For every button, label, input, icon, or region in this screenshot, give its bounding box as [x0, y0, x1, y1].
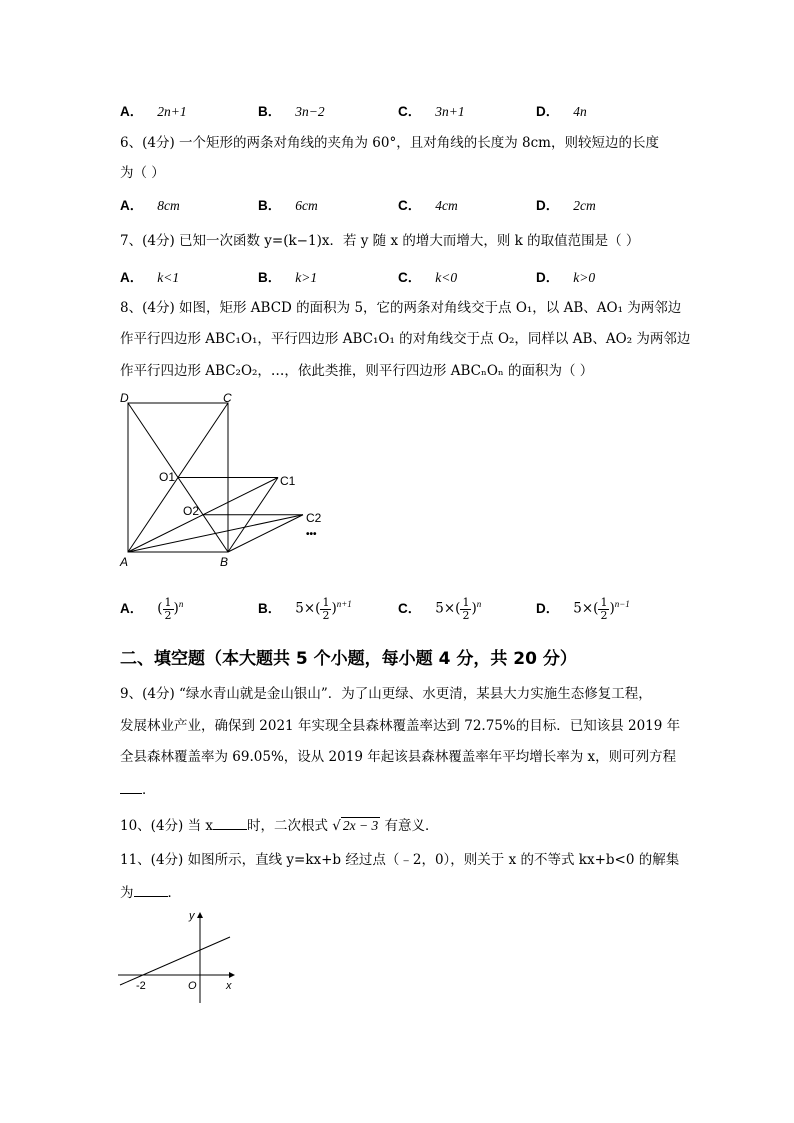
label-o2: O2 [183, 504, 200, 518]
q6-text-line1: 6、(4分) 一个矩形的两条对角线的夹角为 60°，且对角线的长度为 8cm，则较短边的长度 [120, 135, 659, 151]
q8-text-line1: 8、(4分) 如图，矩形 ABCD 的面积为 5，它的两条对角线交于点 O₁，以 AB、AO₁ 为两邻边 [120, 300, 682, 316]
x-axis-label: x [226, 980, 232, 992]
q9-answer-line: ． [120, 779, 156, 800]
q5-option-d[interactable]: D． 4n [536, 104, 587, 119]
q11-text-line1: 11、(4分) 如图所示，直线 y=kx+b 经过点（﹣2，0），则关于 x 的不等式 kx+b<0 的解集 [120, 852, 680, 868]
origin-label: O [188, 980, 197, 992]
q7-option-a[interactable]: A． k<1 [120, 270, 180, 285]
q11-text-line2: 为 ． [120, 882, 181, 903]
y-axis-label: y [189, 910, 195, 922]
section-title: 二、填空题（本大题共 5 个小题，每小题 4 分，共 20 分） [120, 649, 577, 669]
q9-answer-blank[interactable] [120, 779, 142, 794]
q6-text-line2: 为（ ） [120, 165, 165, 181]
label-dots: ••• [306, 529, 317, 540]
q5-option-a[interactable]: A． 2n+1 [120, 104, 187, 119]
fraction: $\frac{1}{2}$ [164, 595, 172, 622]
q9-text-line1: 9、(4分) “绿水青山就是金山银山”．为了山更绿、水更清，某县大力实施生态修复工程， [120, 686, 652, 702]
label-o1: O1 [159, 470, 176, 484]
label-a: A [120, 555, 129, 569]
q8-parallelogram-figure [110, 385, 330, 575]
q6-option-a[interactable]: A． 8cm [120, 198, 180, 213]
label-c2: C2 [306, 511, 322, 525]
q5-option-c[interactable]: C． 3n+1 [398, 104, 465, 119]
q8-option-c[interactable]: C． 5×( $\frac{1}{2}$ )$^n$ [398, 595, 482, 622]
q11-line-graph [112, 905, 252, 1005]
sqrt-symbol: √ [332, 818, 341, 834]
q6-option-c[interactable]: C． 4cm [398, 198, 458, 213]
label-c1: C1 [280, 474, 296, 488]
q8-option-a[interactable]: A． ( $\frac{1}{2}$ )$^n$ [120, 595, 184, 622]
q8-option-b[interactable]: B． 5×( $\frac{1}{2}$ )$^{n+1}$ [258, 595, 352, 622]
q9-text-line3: 全县森林覆盖率为 69.05%，设从 2019 年起该县森林覆盖率年平均增长率为 x，则可列方程 [120, 749, 677, 765]
q6-option-d[interactable]: D． 2cm [536, 198, 596, 213]
q7-option-c[interactable]: C． k<0 [398, 270, 458, 285]
label-b: B [220, 555, 229, 569]
q8-text-line2: 作平行四边形 ABC₁O₁，平行四边形 ABC₁O₁ 的对角线交于点 O₂，同样以 AB、AO₂ 为两邻边 [120, 331, 691, 347]
q5-option-b[interactable]: B． 3n−2 [258, 104, 325, 119]
q7-option-b[interactable]: B． k>1 [258, 270, 318, 285]
fraction: $\frac{1}{2}$ [322, 595, 330, 622]
fraction: $\frac{1}{2}$ [462, 595, 470, 622]
tick-label-neg2: -2 [136, 980, 146, 992]
q10-answer-blank[interactable] [213, 815, 247, 830]
q6-option-b[interactable]: B． 6cm [258, 198, 318, 213]
q9-text-line2: 发展林业产业，确保到 2021 年实现全县森林覆盖率达到 72.75%的目标．已知该县 2019 年 [120, 718, 681, 734]
line-y-kx-b [120, 937, 230, 985]
q10-text: 10、(4分) 当 x 时，二次根式 √ 2x − 3 有意义． [120, 815, 439, 836]
q8-option-d[interactable]: D． 5×( $\frac{1}{2}$ )$^{n-1}$ [536, 595, 630, 622]
q7-option-d[interactable]: D． k>0 [536, 270, 596, 285]
q8-text-line3: 作平行四边形 ABC₂O₂，…，依此类推，则平行四边形 ABCₙOₙ 的面积为（ ） [120, 363, 594, 379]
label-c: C [223, 391, 232, 405]
radicand: 2x − 3 [342, 818, 379, 833]
label-d: D [120, 391, 129, 405]
diagonal-ac2 [128, 515, 303, 552]
q7-text-line1: 7、(4分) 已知一次函数 y=(k−1)x．若 y 随 x 的增大而增大，则 k 的取值范围是（ ） [120, 233, 640, 249]
segment-bc2 [228, 515, 303, 552]
q11-answer-blank[interactable] [134, 882, 168, 897]
fraction: $\frac{1}{2}$ [600, 595, 608, 622]
